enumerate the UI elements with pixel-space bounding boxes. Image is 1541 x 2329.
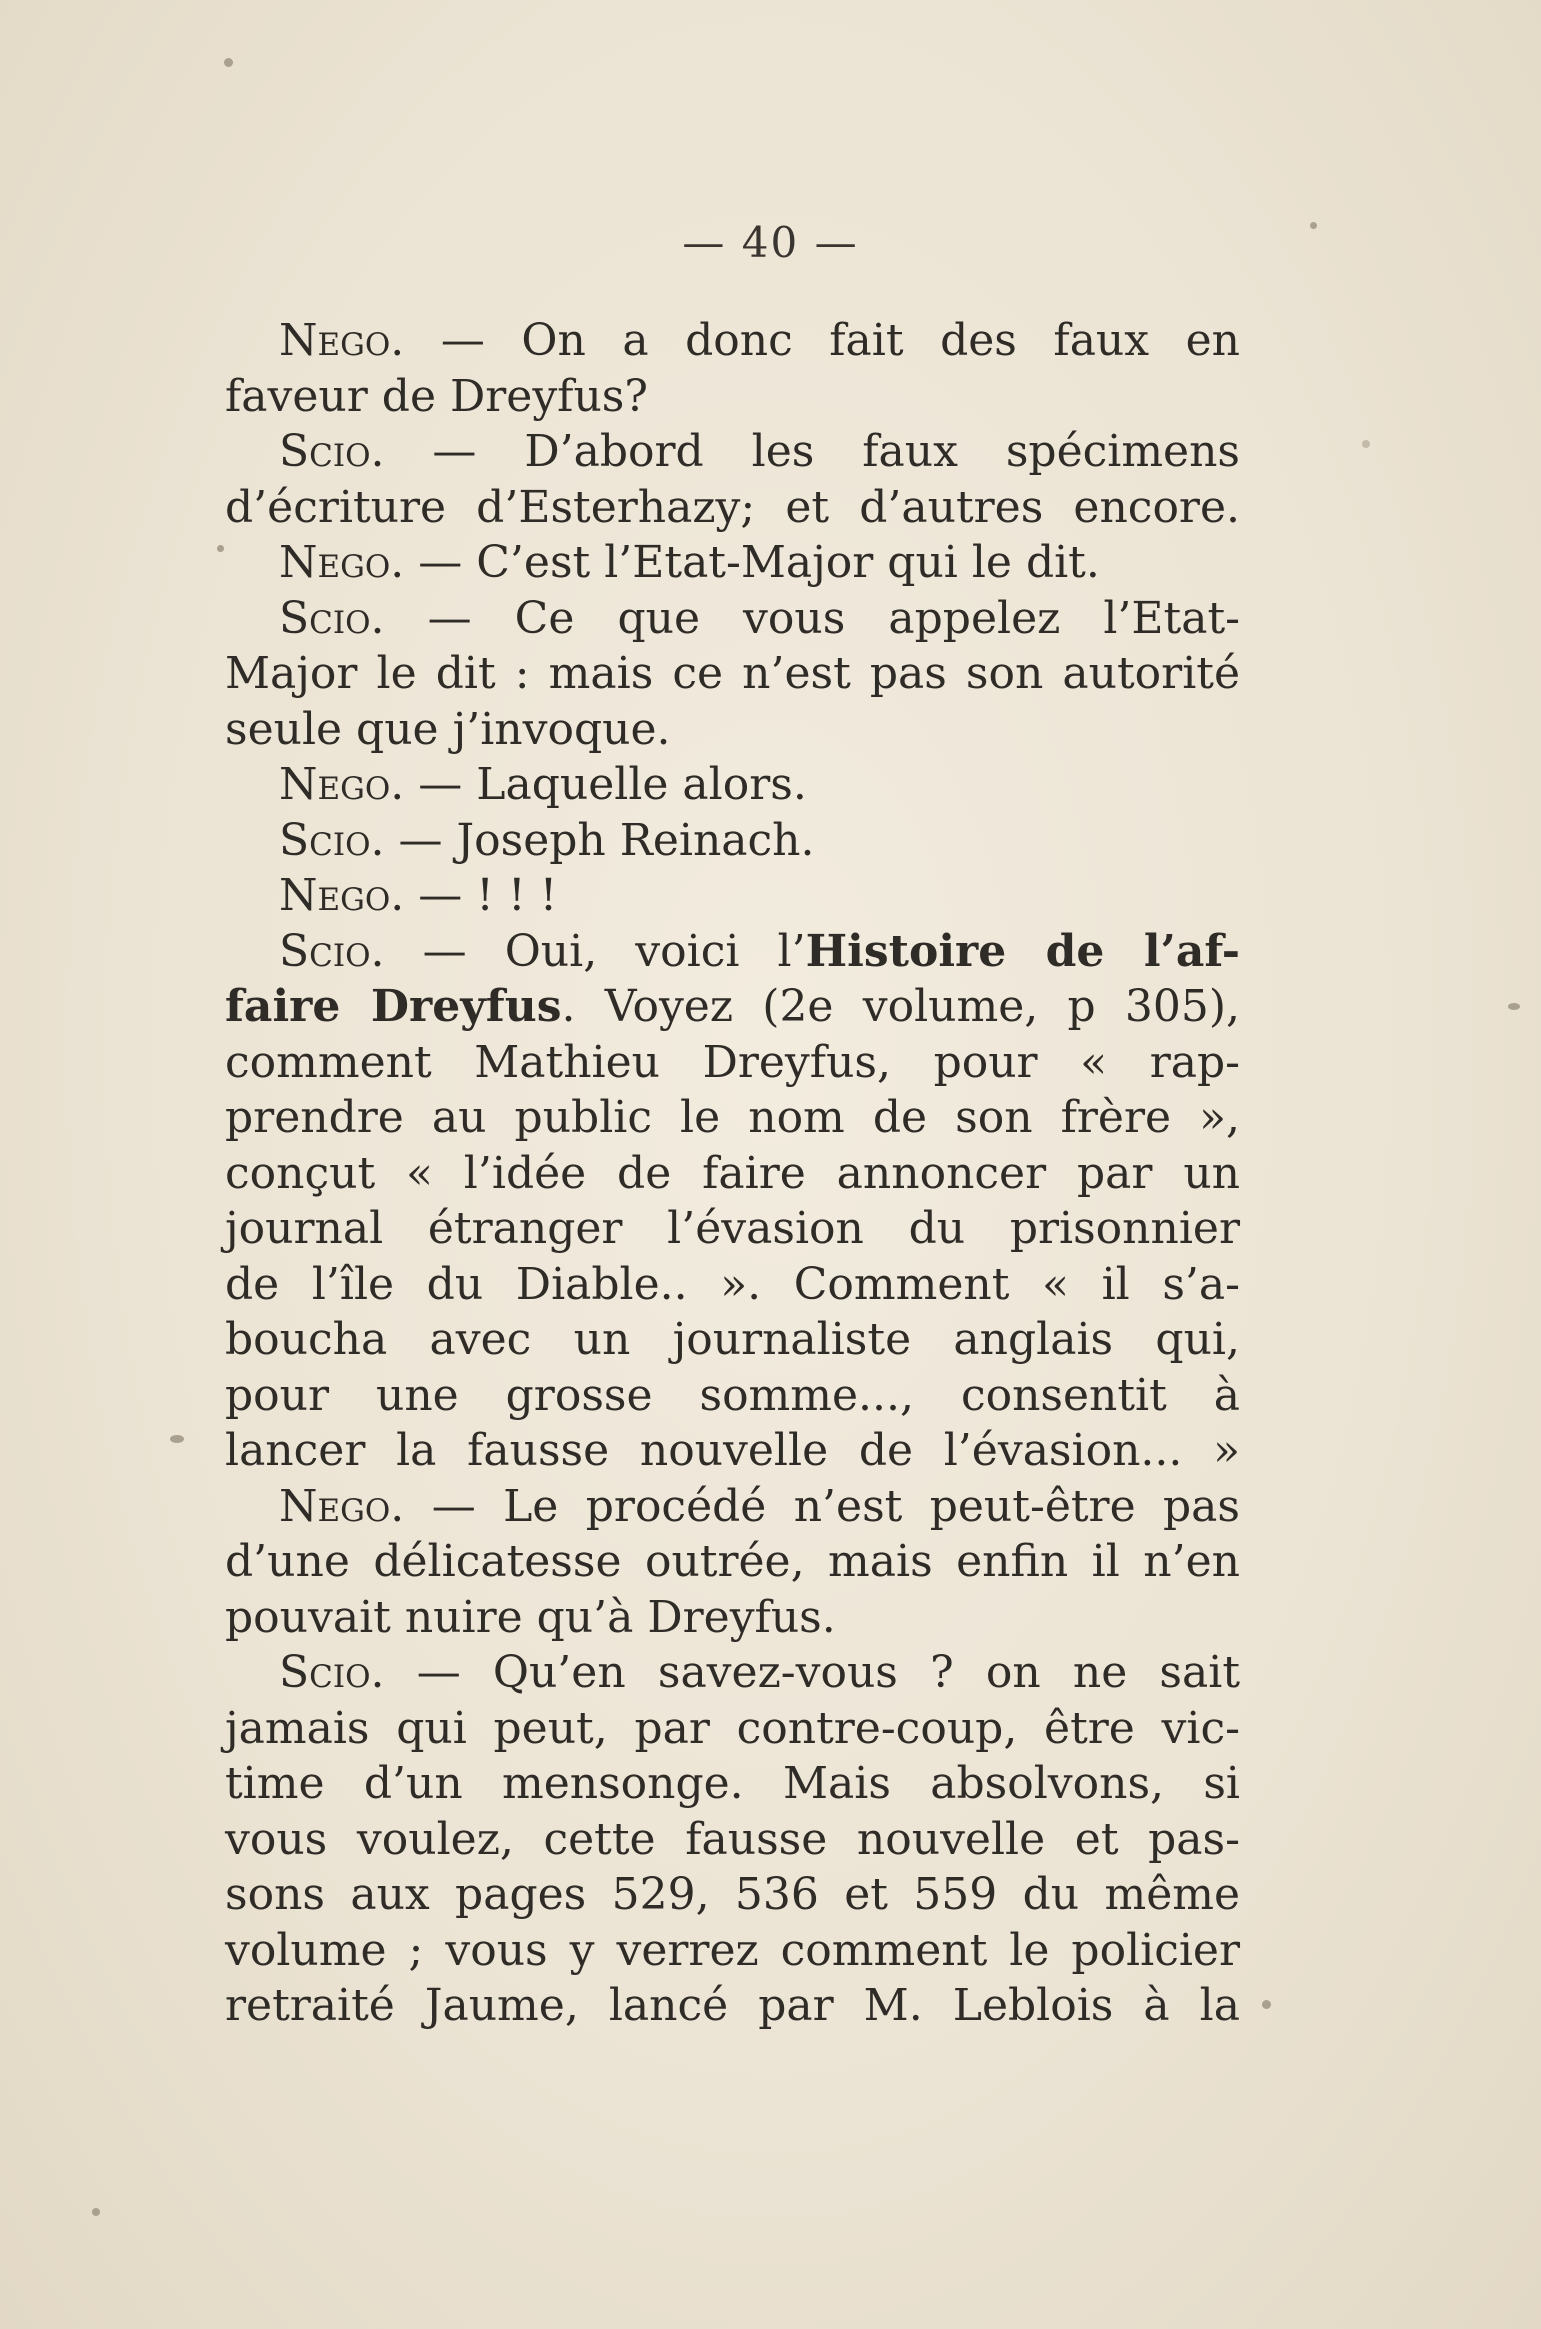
text-line <box>225 702 1240 758</box>
page-number: — 40 — <box>682 218 859 267</box>
text-segment: — C’est l’Etat-Major qui le dit. <box>404 537 1100 588</box>
text-segment: — ! ! ! <box>404 870 558 921</box>
text-segment: de l’île du Diable.. ». Comment « il s’a- <box>225 1258 1240 1310</box>
text-segment: prendre au public le nom de son frère », <box>225 1092 1240 1143</box>
text-segment: time d’un mensonge. Mais absolvons, si <box>225 1758 1240 1809</box>
text-line <box>225 1978 1240 2034</box>
text-segment: — Joseph Reinach. <box>384 814 815 866</box>
text-segment: vous voulez, cette fausse nouvelle et pas- <box>225 1813 1240 1865</box>
text-line <box>225 1479 1240 1535</box>
text-line <box>225 1146 1240 1202</box>
paper-spot <box>1262 2000 1271 2009</box>
text-segment: lancer la fausse nouvelle de l’évasion... » <box>225 1425 1240 1476</box>
text-line <box>225 535 1240 591</box>
text-segment: Major le dit : mais ce n’est pas son autorité <box>225 648 1240 699</box>
speaker-name: Scio. <box>279 1647 385 1698</box>
text-line <box>225 1423 1240 1479</box>
text-segment: — Laquelle alors. <box>404 759 807 810</box>
text-segment: sons aux pages 529, 536 et 559 du même <box>225 1869 1240 1920</box>
text-segment: d’écriture d’Esterhazy; et d’autres encore. <box>225 481 1240 533</box>
text-segment: volume ; vous y verrez comment le policier <box>225 1924 1240 1976</box>
text-segment: . Voyez (2e volume, p 305), <box>561 981 1241 1032</box>
text-line <box>225 757 1240 813</box>
text-line <box>225 369 1240 425</box>
text-segment: comment Mathieu Dreyfus, pour « rap- <box>225 1036 1240 1088</box>
text-segment: pour une grosse somme..., consentit à <box>225 1369 1240 1421</box>
text-line <box>225 1201 1240 1257</box>
paper-spot <box>217 545 224 552</box>
text-line <box>225 868 1240 924</box>
text-segment: seule que j’invoque. <box>225 703 671 755</box>
text-segment: retraité Jaume, lancé par M. Leblois à la <box>225 1980 1240 2031</box>
paper-spot <box>224 58 233 67</box>
text-line <box>225 1590 1240 1646</box>
text-segment: boucha avec un journaliste anglais qui, <box>225 1314 1240 1365</box>
speaker-name: Scio. <box>279 925 385 977</box>
text-line <box>225 924 1240 980</box>
book-title: faire Dreyfus <box>225 981 562 1032</box>
text-segment: pouvait nuire qu’à Dreyfus. <box>225 1591 836 1643</box>
text-segment: — Ce que vous appelez l’Etat- <box>384 592 1240 644</box>
text-line <box>225 1035 1240 1091</box>
text-segment: d’une délicatesse outrée, mais enfin il n’en <box>225 1536 1240 1587</box>
text-line <box>225 1090 1240 1146</box>
text-line <box>225 424 1240 480</box>
speaker-name: Nego. <box>279 759 405 810</box>
text-segment: jamais qui peut, par contre-coup, être vic- <box>225 1702 1240 1754</box>
book-title: Histoire de l’af- <box>805 925 1241 977</box>
paper-spot <box>92 2208 100 2216</box>
paper-spot <box>170 1435 184 1443</box>
text-segment: — Qu’en savez-vous ? on ne sait <box>384 1647 1240 1698</box>
body-text <box>225 313 1240 2034</box>
text-line <box>225 1756 1240 1812</box>
speaker-name: Scio. <box>279 592 385 644</box>
text-segment: — Oui, voici l’ <box>384 925 806 977</box>
text-segment: journal étranger l’évasion du prisonnier <box>225 1203 1240 1254</box>
speaker-name: Nego. <box>279 315 405 366</box>
text-line <box>225 979 1240 1035</box>
text-segment: conçut « l’idée de faire annoncer par un <box>225 1147 1240 1199</box>
speaker-name: Nego. <box>279 1480 405 1532</box>
text-line <box>225 1312 1240 1368</box>
text-line <box>225 1534 1240 1590</box>
speaker-name: Scio. <box>279 814 385 866</box>
text-line <box>225 591 1240 647</box>
text-line <box>225 1867 1240 1923</box>
text-line <box>225 480 1240 536</box>
paper-spot <box>1508 1003 1520 1010</box>
text-segment: — Le procédé n’est peut-être pas <box>404 1480 1240 1532</box>
speaker-name: Nego. <box>279 870 405 921</box>
text-line <box>225 313 1240 369</box>
text-segment: — On a donc fait des faux en <box>404 315 1240 366</box>
speaker-name: Nego. <box>279 537 405 588</box>
speaker-name: Scio. <box>279 426 385 477</box>
paper-spot <box>1362 440 1370 448</box>
text-line <box>225 646 1240 702</box>
text-segment: faveur de Dreyfus? <box>225 370 648 422</box>
text-line <box>225 1257 1240 1313</box>
text-line <box>225 1812 1240 1868</box>
text-line <box>225 813 1240 869</box>
text-line <box>225 1923 1240 1979</box>
text-line <box>225 1645 1240 1701</box>
text-line <box>225 1368 1240 1424</box>
text-line <box>225 1701 1240 1757</box>
text-segment: — D’abord les faux spécimens <box>384 426 1240 477</box>
